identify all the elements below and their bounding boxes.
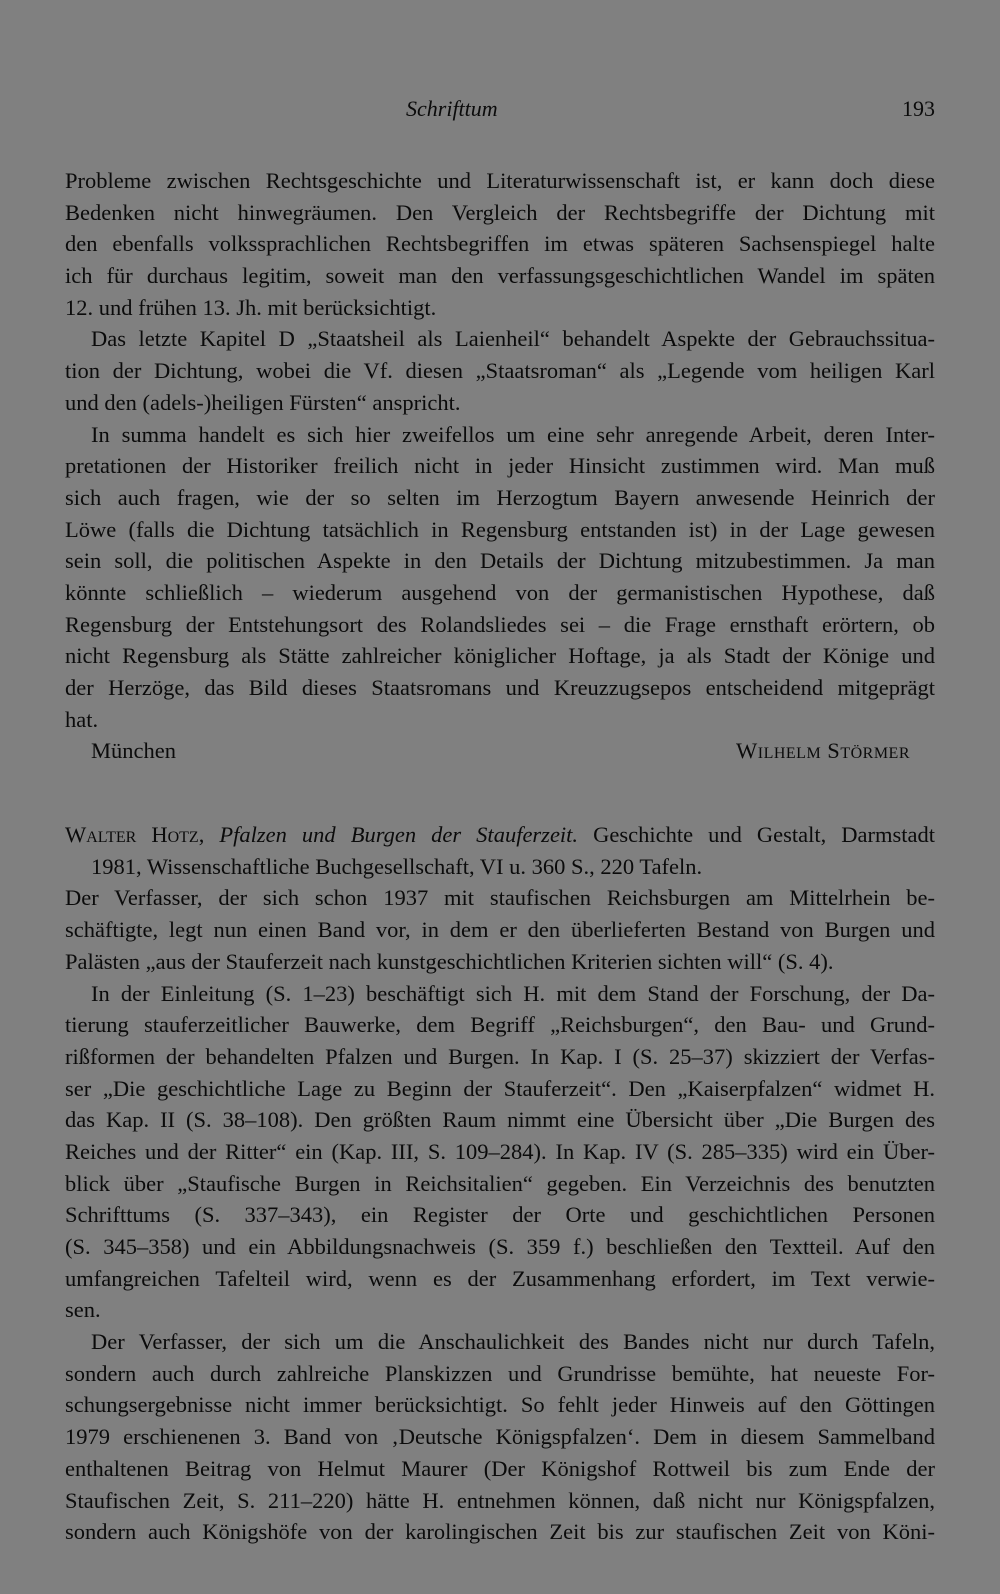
citation-author: Walter Hotz,	[65, 822, 205, 848]
citation-line-1	[65, 819, 935, 851]
text-line: tierung stauferzeitlicher Bauwerke, dem Begriff „Reichsburgen“, den Bau- und Grund-	[65, 1012, 935, 1038]
text-line: 12. und frühen 13. Jh. mit berücksichtigt.	[65, 294, 437, 320]
text-line: nicht Regensburg als Stätte zahlreicher königlicher Hoftage, ja als Stadt der Könige und	[65, 643, 935, 669]
text-line: enthaltenen Beitrag von Helmut Maurer (Der Königshof Rottweil bis zum Ende der	[65, 1455, 935, 1481]
review-2-text	[65, 882, 935, 1547]
text-line: sondern auch Königshöfe von der karolingischen Zeit bis zur staufischen Zeit von Köni-	[65, 1519, 935, 1545]
page-body	[65, 165, 935, 1548]
text-line: der Herzöge, das Bild dieses Staatsromans und Kreuzzugsepos entscheidend mitgeprägt	[65, 675, 935, 700]
text-line: könnte schließlich – wiederum ausgehend von der germanistischen Hypothese, daß	[65, 579, 935, 605]
text-line: ser „Die geschichtliche Lage zu Beginn der Stauferzeit“. Den „Kaiserpfalzen“ widmet H.	[65, 1075, 935, 1101]
text-line: pretationen der Historiker freilich nicht in jeder Hinsicht zustimmen wird. Man muß	[65, 453, 935, 479]
text-line: (S. 345–358) und ein Abbildungsnachweis (S. 359 f.) beschließen den Textteil. Auf den	[65, 1234, 935, 1259]
review-1-text	[65, 165, 935, 735]
text-line: Der Verfasser, der sich schon 1937 mit staufischen Reichsburgen am Mittelrhein be-	[65, 885, 935, 911]
signature-author: Wilhelm Störmer	[736, 738, 910, 764]
section-gap	[65, 767, 935, 819]
text-line: 1979 erschienenen 3. Band von ‚Deutsche Königspfalzen‘. Dem in diesem Sammelband	[65, 1424, 935, 1450]
text-line: sein soll, die politischen Aspekte in den Details der Dichtung mitzubestimmen. Ja man	[65, 548, 935, 574]
citation-line-2: 1981, Wissenschaftliche Buchgesellschaft, VI u. 360 S., 220 Tafeln.	[91, 853, 703, 879]
text-line: Palästen „aus der Stauferzeit nach kunstgeschichtlichen Kriterien sichten will“ (S. 4).	[65, 948, 834, 974]
text-line: Staufischen Zeit, S. 211–220) hätte H. entnehmen können, daß nicht nur Königspfalzen,	[65, 1487, 935, 1513]
text-line: Schrifttums (S. 337–343), ein Register der Orte und geschichtlichen Personen	[65, 1202, 935, 1228]
citation-title: Pfalzen und Burgen der Stauferzeit.	[219, 822, 579, 848]
text-line: In der Einleitung (S. 1–23) beschäftigt sich H. mit dem Stand der Forschung, der Da-	[91, 980, 935, 1006]
signature-place: München	[91, 738, 176, 764]
running-head-title: Schrifttum	[406, 96, 498, 121]
review-1-signature	[65, 735, 935, 767]
citation-details: Geschichte und Gestalt, Darmstadt	[593, 822, 935, 848]
text-line: umfangreichen Tafelteil wird, wenn es der Zusammenhang erfordert, im Text verwie-	[65, 1265, 935, 1291]
text-line: rißformen der behandelten Pfalzen und Burgen. In Kap. I (S. 25–37) skizziert der Verfas-	[65, 1043, 935, 1069]
text-line: Der Verfasser, der sich um die Anschaulichkeit des Bandes nicht nur durch Tafeln,	[91, 1329, 935, 1355]
text-line: sondern auch durch zahlreiche Planskizzen und Grundrisse bemühte, hat neueste For-	[65, 1360, 935, 1386]
text-line: Probleme zwischen Rechtsgeschichte und Literaturwissenschaft ist, er kann doch diese	[65, 168, 935, 193]
text-line: Bedenken nicht hinwegräumen. Den Vergleich der Rechtsbegriffe der Dichtung mit	[65, 199, 935, 225]
text-line: schäftigte, legt nun einen Band vor, in dem er den überlieferten Bestand von Burgen und	[65, 917, 935, 943]
text-line: blick über „Staufische Burgen in Reichsitalien“ gegeben. Ein Verzeichnis des benutzten	[65, 1170, 935, 1196]
text-line: Das letzte Kapitel D „Staatsheil als Laienheil“ behandelt Aspekte der Gebrauchssitua-	[91, 326, 935, 352]
text-line: In summa handelt es sich hier zweifellos um eine sehr anregende Arbeit, deren Inter-	[91, 421, 935, 447]
text-line: und den (adels-)heiligen Fürsten“ anspricht.	[65, 389, 461, 415]
text-line: den ebenfalls volkssprachlichen Rechtsbegriffen im etwas späteren Sachsenspiegel halte	[65, 231, 935, 257]
text-line: ich für durchaus legitim, soweit man den verfassungsgeschichtlichen Wandel im späten	[65, 263, 935, 289]
text-line: hat.	[65, 706, 99, 732]
text-line: Reiches und der Ritter“ ein (Kap. III, S. 109–284). In Kap. IV (S. 285–335) wird ein Über-	[65, 1138, 935, 1164]
text-line: sen.	[65, 1297, 101, 1323]
page-number: 193	[902, 96, 935, 121]
text-line: schungsergebnisse nicht immer berücksichtigt. So fehlt jeder Hinweis auf den Göttingen	[65, 1392, 935, 1418]
text-line: Regensburg der Entstehungsort des Rolandsliedes sei – die Frage ernsthaft erörtern, ob	[65, 611, 935, 637]
text-line: das Kap. II (S. 38–108). Den größten Raum nimmt eine Übersicht über „Die Burgen des	[65, 1107, 935, 1133]
text-line: tion der Dichtung, wobei die Vf. diesen „Staatsroman“ als „Legende vom heiligen Karl	[65, 358, 935, 384]
text-line: sich auch fragen, wie der so selten im Herzogtum Bayern anwesende Heinrich der	[65, 484, 935, 510]
text-line: Löwe (falls die Dichtung tatsächlich in Regensburg entstanden ist) in der Lage gewesen	[65, 516, 935, 542]
